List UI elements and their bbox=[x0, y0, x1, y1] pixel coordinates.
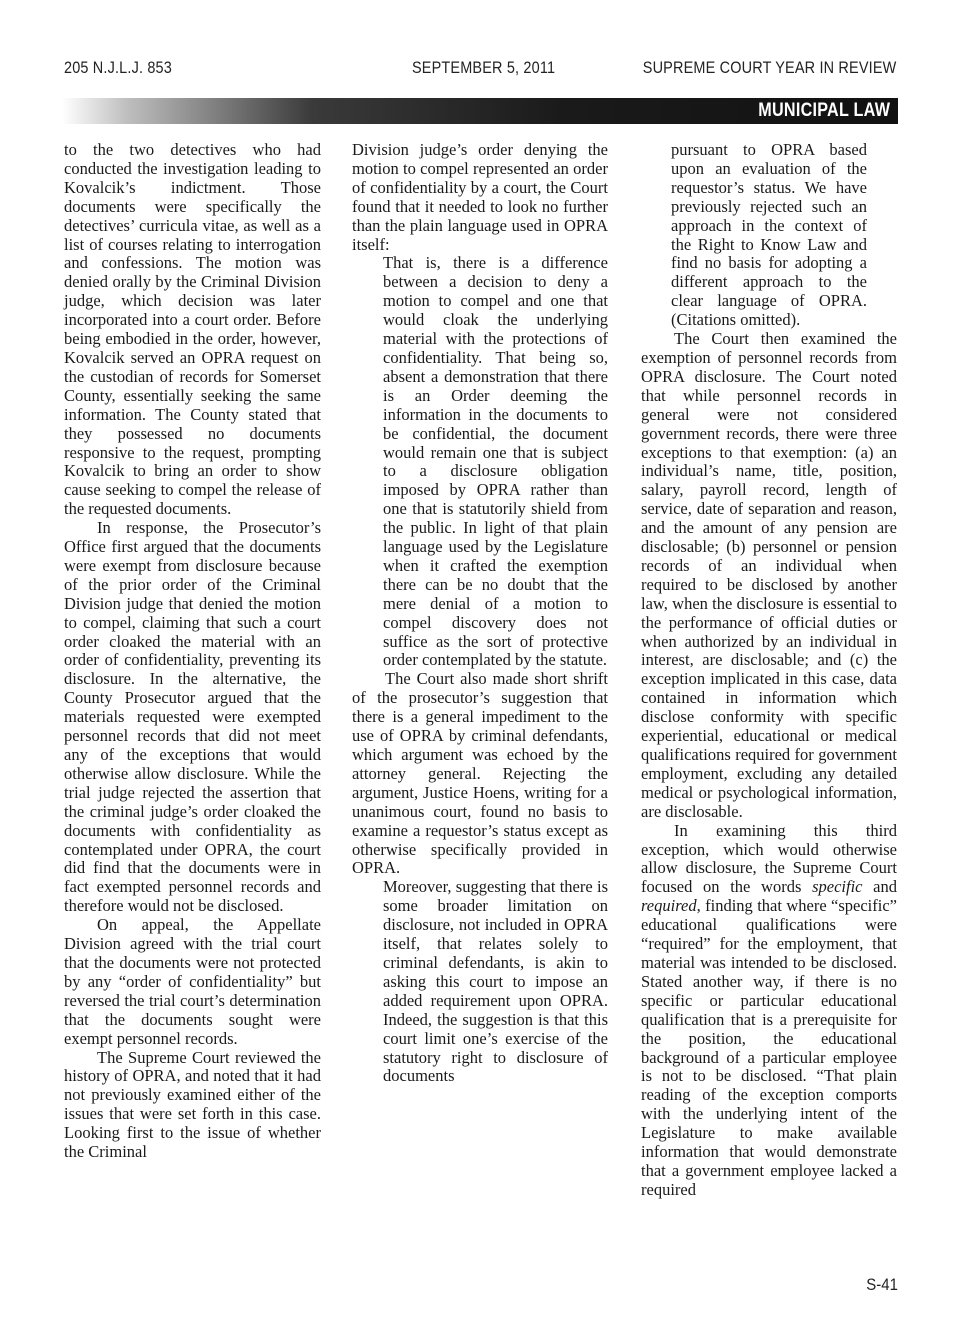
paragraph: On appeal, the Appellate Division agreed with the trial court that the documents were not protected by any “order of confidentiality” but reversed the trial court’s determination that the documents sought were exempt personnel records. bbox=[64, 915, 321, 1048]
text-run: and bbox=[862, 877, 897, 897]
banner-label: MUNICIPAL LAW bbox=[758, 100, 890, 121]
section-banner bbox=[62, 98, 898, 124]
journal-citation: 205 N.J.L.J. 853 bbox=[64, 58, 172, 77]
page-number: S-41 bbox=[866, 1275, 898, 1294]
column-1 bbox=[64, 141, 321, 1162]
paragraph: The Supreme Court reviewed the history of OPRA, and noted that it had not previously examined either of the issues that were set forth in this case. Looking first to the issue of whether the Criminal bbox=[64, 1047, 321, 1162]
block-quote: pursuant to OPRA based upon an evaluation of the requestor’s status. We have previously rejected such an approach in the context of the Right to Know Law and find no basis for adopting a different approach to the clear language of OPRA. (Citations omitted). bbox=[671, 140, 867, 330]
text-run: In examining this third exception, which would otherwise allow disclosure, the Supreme Court focused on the words bbox=[641, 820, 897, 897]
section-title: SUPREME COURT YEAR IN REVIEW bbox=[642, 58, 896, 77]
paragraph: In response, the Prosecutor’s Office first argued that the documents were exempt from disclosure because of the prior order of the Criminal Division judge that denied the motion to compel, claiming that such a court order cloaked the material with an order of confidentiality, preventing its disclosure. In the alternative, the County Prosecutor argued that the materials requested were exempted personnel records that did not meet any of the exceptions that would otherwise allow disclosure. While the trial judge rejected the assertion that the criminal judge’s order cloaked the documents with confidentiality as contemplated under OPRA, the court did find that the documents were in fact exempted personnel records and therefore would not be disclosed. bbox=[64, 518, 321, 916]
paragraph: to the two detectives who had conducted the investigation leading to Kovalcik’s indictment. Those documents were specifically the detectives’ curricula vitae, as well as a list of courses relating to interrogation and confessions. The motion was denied orally by the Criminal Division judge, which decision was later incorporated into a court order. Before being embodied in the order, however, Kovalcik served an OPRA request on the custodian of records for Somerset County, essentially seeking the same information. The County stated that they possessed no documents responsive to the request, prompting Kovalcik to bring an order to show cause seeking to compel the release of the requested documents. bbox=[64, 140, 321, 519]
paragraph bbox=[641, 822, 897, 1200]
column-3 bbox=[641, 141, 897, 1200]
emphasis-specific: specific bbox=[812, 877, 863, 897]
block-quote: Moreover, suggesting that there is some broader limitation on disclosure, not included in OPRA itself, that relates solely to criminal defendants, is akin to asking this court to impose an added requirement upon OPRA. Indeed, the suggestion is that this court limit one’s exercise of the statutory right to disclosure of documents bbox=[383, 877, 608, 1086]
paragraph: The Court also made short shrift of the prosecutor’s suggestion that there is a general impediment to the use of OPRA by criminal defendants, which argument was echoed by the attorney general. Rejecting the argument, Justice Hoens, writing for a unanimous court, found no basis to examine a requestor’s status except as otherwise specifically provided in OPRA. bbox=[352, 669, 608, 878]
paragraph: The Court then examined the exemption of personnel records from OPRA disclosure. The Court noted that while personnel records in general were not considered government records, there were three exceptions to that exemption: (a) an individual’s name, title, position, salary, payroll record, length of service, date of separation and reason, and the amount of any pension are disclosable; (b) personnel or pension records of an individual when required to be disclosed by another law, when the disclosure is essential to the performance of official duties or when authorized by an individual in interest, are disclosable; and (c) the exception implicated in this case, data contained in information which disclose conformity with specific experiential, educational or medical qualifications required for government employment, excluding any detailed medical or psychological information, are disclosable. bbox=[641, 329, 897, 821]
block-quote: That is, there is a difference between a decision to deny a motion to compel and one that would cloak the underlying material with the protections of confidentiality. That being so, absent a demonstration that there is an Order deeming the information in the documents to be confidential, the document would remain one that is subject to a disclosure obligation imposed by OPRA rather than one that is statutorily shield from the public. In light of that plain language used by the Legislature when it crafted the exemption there can be no doubt that the mere denial of a motion to compel discovery does not suffice as the sort of protective order contemplated by the statute. bbox=[383, 253, 608, 670]
issue-date: SEPTEMBER 5, 2011 bbox=[412, 58, 556, 77]
paragraph: Division judge’s order denying the motion to compel represented an order of confidentiality by a court, the Court found that it needed to look no further than the plain language used in OPRA itself: bbox=[352, 140, 608, 254]
emphasis-required: required bbox=[641, 896, 697, 916]
text-run: , finding that where “specific” educational qualifications were “required” for the employment, that material was intended to be disclosed. Stated another way, if there is no specific or particular educational qualification that is a prerequisite for the position, the educational background of a particular employee is not to be disclosed. “That plain reading of the exception comports with the underlying intent of the Legislature to make available information that would demonstrate that a government employee lacked a required bbox=[641, 896, 897, 1199]
column-2 bbox=[352, 141, 608, 1086]
